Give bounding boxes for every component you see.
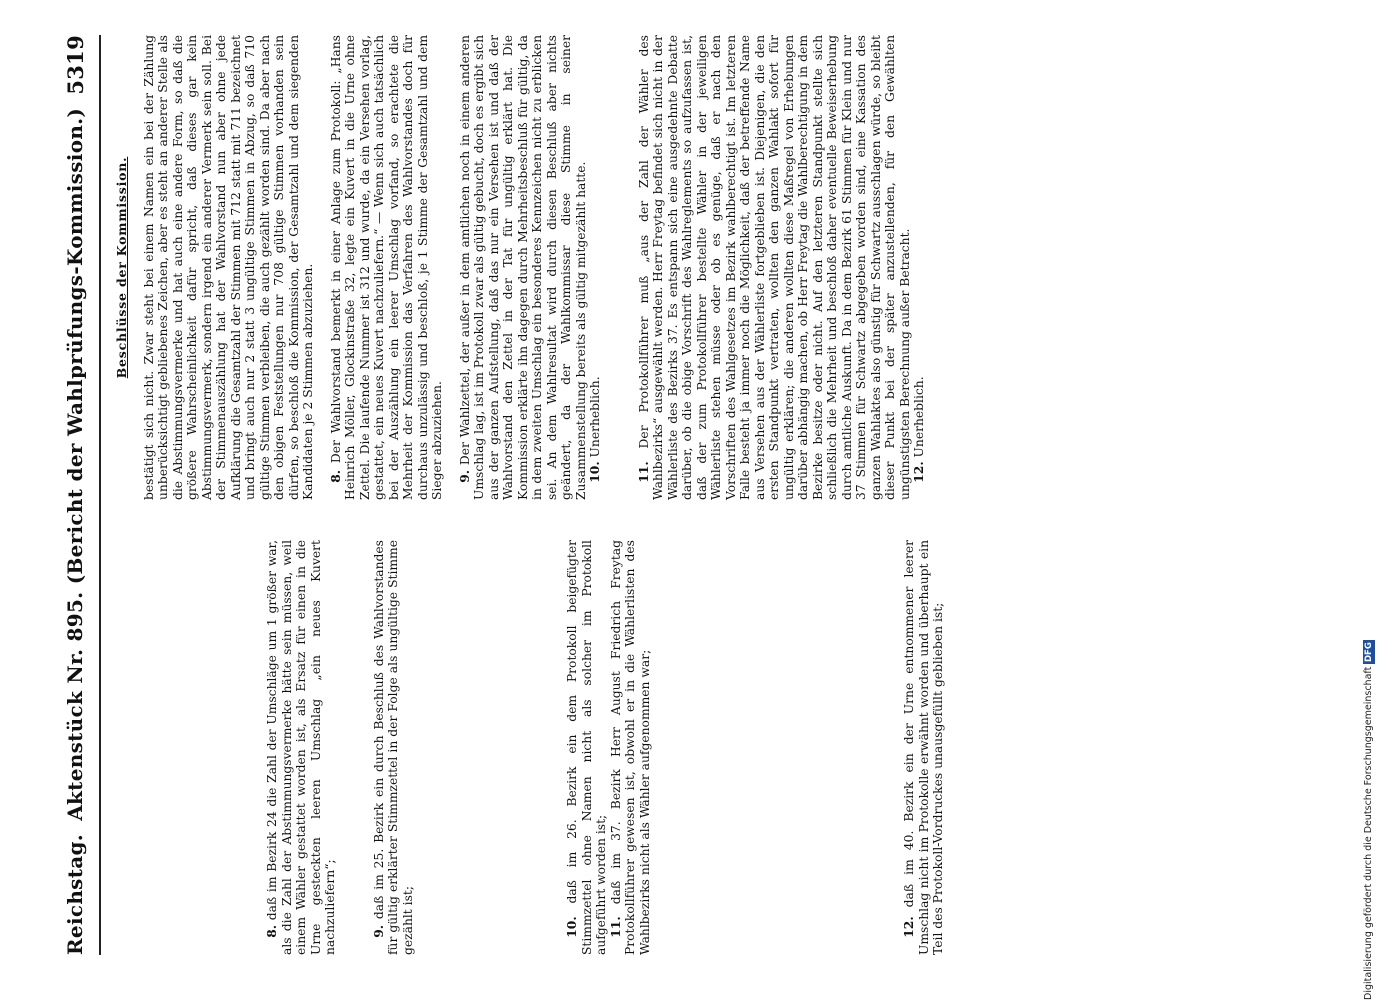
header-left: Reichstag. [63,833,87,955]
credit-text: Digitalisierung gefördert durch die Deutsche Forschungsgemeinschaft [1363,666,1374,1000]
rotated-document-sheet [55,35,1365,955]
item-9-text: daß im 25. Bezirk ein durch Beschluß des Wahlvorstandes für gültig erklärter Stimmzettel in der Folge als ungültige Stimme gezählt ist; [371,540,415,955]
item-12 [902,540,946,955]
intro-paragraph: bestätigt sich nicht. Zwar steht bei einem Namen ein bei der Zählung unberücksichtigt gebliebenes Zeichen, aber es steht an anderer Stelle als die Abstimmungsvermerke und hat auch eine andere Form, so daß die größere Wahrscheinlichkeit dafür spricht, daß dieses gar kein Abstimmungsvermerk, sondern irgend ein anderer Vermerk sein soll. Bei der Stimmenauszählung hat der Wahlvorstand nun aber ohne jede Aufklärung die Gesamtzahl der Stimmen mit 712 statt mit 711 bezeichnet und bringt auch nur 2 statt 3 ungültige Stimmen in Abzug, so daß 710 gültige Stimmen verbleiben, die auch gezählt worden sind. Da aber nach den obigen Feststellungen nur 708 gültige Stimmen vorhanden sein dürfen, so beschloß die Kommission, der Gesamtzahl und dem siegenden Kandidaten je 2 Stimmen abzuziehen. [141,35,315,500]
decision-10 [588,35,603,500]
item-10-number: 10. [564,916,579,938]
decision-8 [329,35,445,500]
item-9-number: 9. [370,924,386,938]
item-10 [565,540,609,955]
decision-12 [912,35,927,500]
item-9 [372,540,416,955]
header-rule [99,35,101,955]
item-8-number: 8. [264,924,279,938]
dfg-logo: DFG [1364,641,1374,662]
item-11 [609,540,653,955]
decision-9-number: 9. [456,469,472,483]
decision-8-text: Der Wahlvorstand bemerkt in einer Anlage zum Protokoll: „Hans Heinrich Möller, Glockinstraße 32, legte ein Kuvert in die Urne ohne Zettel. Die laufende Nummer ist 312 und wurde, da ein Versehen vorlag, gestattet, ein neues Kuvert nachzuliefern.“ — Wenn sich auch tatsächlich bei der Auszählung ein leerer Umschlag vorfand, so erachtete die Mehrheit der Kommission das Verfahren des Wahlvorstandes doch für durchaus unzulässig und beschloß, je 1 Stimme der Gesamtzahl und dem Sieger abzuziehen. [328,35,444,500]
item-10-text: daß im 26. Bezirk ein dem Protokoll beigefügter Stimmzettel ohne Namen nicht als solcher im Protokoll aufgeführt worden ist; [565,540,608,955]
decision-9 [458,35,589,500]
decision-10-number: 10. [587,461,602,483]
left-column [115,540,946,955]
item-8-text: daß im Bezirk 24 die Zahl der Umschläge um 1 größer war, als die Zahl der Abstimmungsvermerke hätte sein müssen, weil einem Wähler gestattet worden ist, als Ersatz für einen in die Urne gesteckten leeren Umschlag „ein neues Kuvert nachzuliefern“; [265,540,337,955]
decision-12-number: 12. [911,461,926,483]
digitization-credit [1363,10,1379,1000]
section-title: Beschlüsse der Kommission. [114,156,129,379]
item-12-number: 12. [901,916,916,938]
page-number: 5319 [62,35,88,95]
decision-8-number: 8. [327,469,343,483]
item-12-text: daß im 40. Bezirk ein der Urne entnommener leerer Umschlag nicht im Protokolle erwähnt worden und überhaupt ein Teil des Protokoll-Vordruckes unausgefüllt geblieben ist; [902,540,945,955]
decision-11 [637,35,913,500]
running-header [55,35,95,955]
item-11-number: 11. [607,916,623,938]
decision-10-text: Unerheblich. [588,376,602,458]
decision-12-text: Unerheblich. [912,376,926,458]
decision-11-text: Der Protokollführer muß „aus der Zahl der Wähler des Wahlbezirks“ ausgewählt werden. Herr Freytag befindet sich nicht in der Wählerliste des Bezirks 37. Es entspann sich eine ausgedehnte Debatte darüber, ob die obige Vorschrift des Wahlreglements so aufzufassen ist, daß der zum Protokollführer bestellte Wähler in der jeweiligen Wählerliste stehen müsse oder ob es genüge, daß er nach den Vorschriften des Wahlgesetzes im Bezirk wahlberechtigt ist. Im letzteren Falle besteht ja immer noch die Möglichkeit, daß der betreffende Name aus Versehen aus der Wählerliste fortgeblieben ist. Diejenigen, die den ersten Standpunkt vertraten, wollten den ganzen Wahlakt sofort für ungültig erklären; die anderen wollten diese Maßregel von Erhebungen darüber abhängig machen, ob Herr Freytag die Wahlberechtigung in dem Bezirke besitze oder nicht. Auf den letzteren Standpunkt stellte sich schließlich die Mehrheit und beschloß daher eventuelle Beweiserhebung durch amtliche Auskunft. Da in dem Bezirk 61 Stimmen für Klein und nur 37 Stimmen für Schwartz abgegeben worden sind, eine Kassation des ganzen Wahlaktes also günstig für Schwartz ausschlagen würde, so bleibt dieser Punkt bei der später anzustellenden, für den Gewählten ungünstigsten Berechnung außer Betracht. [636,35,912,500]
item-8 [265,540,338,955]
header-title: Aktenstück Nr. 895. (Bericht der Wahlprüfungs-Kommission.) [63,107,87,821]
item-11-text: daß im 37. Bezirk Herr August Friedrich Freytag Protokollführer gewesen ist, obwohl er in die Wählerlisten des Wahlbezirks nicht als Wähler aufgenommen war; [608,540,652,955]
right-column [115,35,927,500]
decision-11-number: 11. [635,461,651,483]
decision-9-text: Der Wahlzettel, der außer in dem amtlichen noch in einem anderen Umschlag lag, ist im Protokoll zwar als gültig gebucht, doch es ergibt sich aus der ganzen Aufstellung, daß das nur ein Versehen ist und daß der Wahlvorstand den Zettel in der Tat für ungültig erklärt hat. Die Kommission erklärte ihn dagegen durch Mehrheitsbeschluß für gültig, da in dem zweiten Umschlag ein besonderes Kennzeichen nicht zu erblicken sei. An dem Wahlresultat wird durch diesen Beschluß aber nichts geändert, da der Wahlkommissar diese Stimme in seiner Zusammenstellung bereits als gültig mitgezählt hatte. [457,35,588,500]
